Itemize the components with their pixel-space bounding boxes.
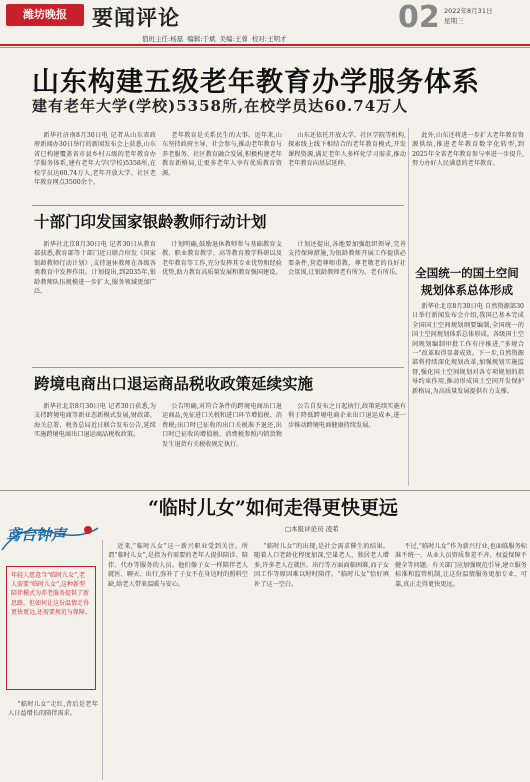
page-number: 02 (398, 0, 440, 35)
article3-text-col2: 公告明确,对符合条件的跨境电商出口退运商品,免征进口关税和进口环节增值税、消费税;出口时已征收的出口关税准予退还,出口时已征收的增值税、消费税参照内销货物发生退货有关税收规定执行。 (162, 403, 282, 448)
article-headline-teachers: 十部门印发国家银龄教师行动计划 (34, 212, 267, 231)
header-rule-thin (0, 47, 530, 48)
divider (32, 205, 404, 206)
article2-text-col3: 计划还提出,各地要加强组织领导,完善支持保障措施,为银龄教师开展工作提供必要条件,营造尊师重教、尊老敬老的良好社会氛围,让银龄教师老有所为、老有所乐。 (288, 241, 406, 277)
lead-headline: 山东构建五级老年教育办学服务体系 (32, 67, 480, 98)
commentary-headline: “临时儿女”如何走得更快更远 (148, 497, 398, 519)
article-headline-land-planning: 全国统一的国土空间规划体系总体形成 (415, 266, 519, 297)
lead-text-col4: 此外,山东还将进一步扩大老年教育资源供给,推进老年教育数字化转型,到2025年全省老年教育参与率进一步提升,努力办好人民满意的老年教育。 (412, 132, 524, 168)
lead-text-col1: 新华社济南8月30日电 记者从山东省政府新闻办30日举行的新闻发布会上获悉,山东省已构建覆盖省市县乡村五级的老年教育办学服务体系,建有老年大学(学校)5358所,在校学员达60.74万人,老年开放大学、社区老年教育网点3500余个。 (34, 132, 156, 187)
section-divider (0, 490, 530, 491)
article3-text-col3: 公告自发布之日起执行,政策延续实施有利于降低跨境电商企业出口退运成本,进一步推动跨境电商健康持续发展。 (288, 403, 406, 429)
commentary-text-col4: 不过,“临时儿女”作为新兴行业,也面临服务标准不统一、从业人员资质参差不齐、权益保障不健全等问题。有关部门应加强规范引导,建立服务标准和监管机制,让这份温情服务更加专业、可靠,真正走得更快更远。 (395, 543, 527, 588)
newspaper-logo: 潍坊晚报 (6, 4, 84, 26)
article3-text-col1: 新华社北京8月30日电 记者30日获悉,为支持跨境电商等新业态新模式发展,财政部、海关总署、税务总局近日联合发布公告,延续实施跨境电商出口退运商品税收政策。 (34, 403, 156, 439)
section-title: 要闻评论 (92, 5, 180, 30)
lead-subheadline: 建有老年大学(学校)5358所,在校学员达60.74万人 (32, 97, 409, 115)
commentary-byline: □本报评论员 凌希 (285, 525, 339, 533)
lead-text-col2: 老年教育是关系民生的大事。近年来,山东坚持政府主导、社会参与,推动老年教育与养老服务、社区教育融合发展,积极构建老年教育新格局,让更多老年人享有优质教育资源。 (162, 132, 282, 177)
editor-note-text: 年轻人愿意当“临时儿女”,老人需要“临时儿女”,这种新型陪伴模式为养老服务提供了新思路。但如何让这份温情走得更快更远,还需要规范与保障。 (11, 572, 91, 616)
column-label: 鸢台钟声 (6, 526, 67, 544)
column-divider (102, 540, 103, 780)
article-headline-ecommerce: 跨境电商出口退运商品税收政策延续实施 (34, 374, 314, 393)
commentary-text-col3: “临时儿女”的出现,是社会需求催生的结果。随着人口老龄化程度加深,空巢老人、独居老人增多,许多老人在就医、出行等方面面临困难,而子女因工作等原因难以时时陪伴。“临时儿女”恰好填补了这一空白。 (254, 543, 389, 588)
lead-text-col3: 山东还依托开放大学、社区学院等机构,探索线上线下相结合的老年教育模式,开发课程资源,满足老年人多样化学习需求,推动老年教育向基层延伸。 (288, 132, 406, 168)
divider (32, 367, 404, 368)
staff-credits: 值班主任:杨磊 编辑:于斌 美编:王蓉 校对:王明才 (142, 35, 287, 43)
article4-text: 新华社北京8月30日电 自然资源部30日举行新闻发布会介绍,我国已基本完成全国国土空间规划纲要编制,全国统一的国土空间规划体系总体形成。各级国土空间规划编制审批工作有序推进,“多规合一”改革取得显著成效。下一步,自然资源部将持续深化规划改革,加强规划实施监督,强化国土空间规划对各专项规划的指导约束作用,推动形成国土空间开发保护新格局,为高质量发展提供有力支撑。 (412, 303, 524, 395)
article2-text-col1: 新华社北京8月30日电 记者30日从教育部获悉,教育部等十部门近日联合印发《国家银龄教师行动计划》,支持退休教师在各级各类教育中发挥作用。计划提出,到2035年,银龄教师队伍规模进一步扩大,服务领域更加广泛。 (34, 241, 156, 296)
issue-weekday-line: 星期三 (444, 17, 464, 25)
header-rule (0, 44, 530, 46)
commentary-text-col1: “临时儿女”走红,背后是老年人日益增长的陪伴需求。 (8, 701, 98, 718)
article2-text-col2: 计划明确,鼓励退休教师参与基础教育支教、职业教育教学、高等教育教学科研以及老年教育等工作,充分发挥其专业优势和经验优势,助力教育高质量发展和教育强国建设。 (162, 241, 282, 277)
issue-date-line: 2022年8月31日 (444, 7, 493, 15)
column-divider (408, 128, 409, 486)
commentary-text-col2: 近来,“临时儿女”这一新兴职业受到关注。所谓“临时儿女”,是指为有需要的老年人提供陪诊、陪伴、代办等服务的人员。他们像子女一样陪伴老人就医、聊天、出行,弥补了子女不在身边时的照料空缺,给老人带来温暖与安心。 (108, 543, 248, 588)
editor-note-box (6, 566, 96, 690)
issue-date (444, 6, 528, 26)
